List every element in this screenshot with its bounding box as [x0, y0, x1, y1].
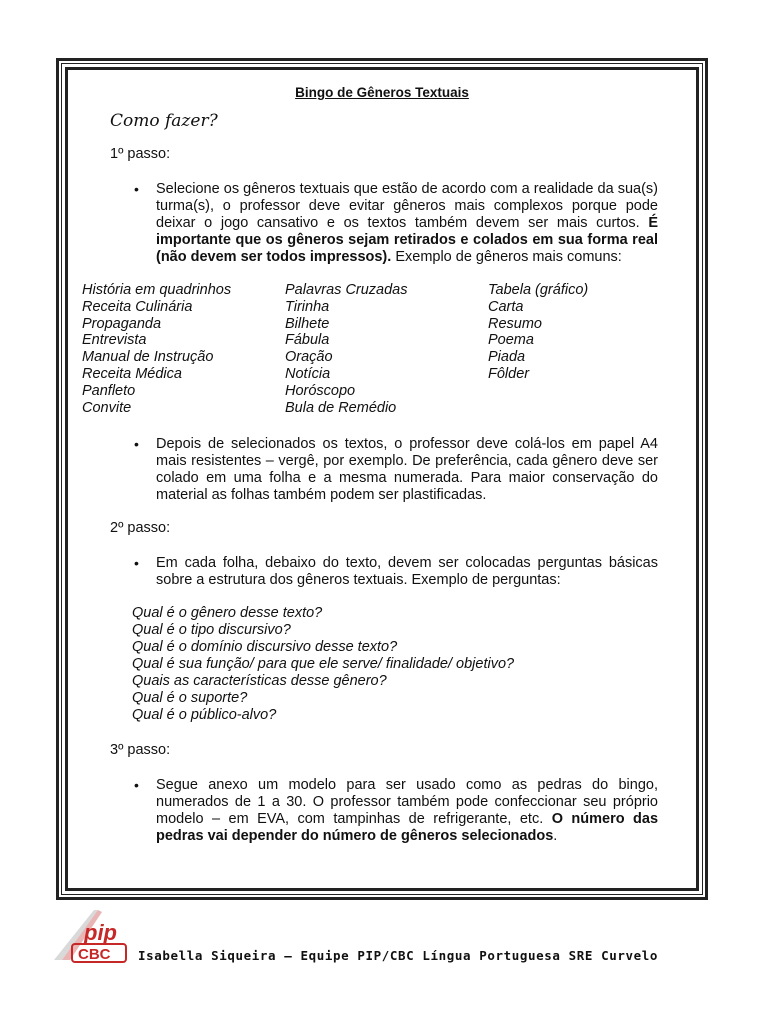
question-item: Qual é sua função/ para que ele serve/ finalidade/ objetivo?: [132, 656, 515, 673]
step-3-label: 3º passo:: [110, 742, 171, 759]
genre-item: Entrevista: [82, 332, 147, 349]
pip-cbc-logo: [48, 906, 136, 968]
genre-item: Carta: [488, 298, 524, 315]
question-item: Qual é o gênero desse texto?: [132, 605, 323, 622]
step-1-bullet-1-emphasis: É importante que os gêneros sejam retirados e colados em sua forma real (não devem ser todos impressos).: [156, 215, 658, 265]
genre-item: Resumo: [488, 315, 542, 332]
step-3-bullet: [156, 777, 658, 845]
question-item: Qual é o tipo discursivo?: [132, 622, 291, 639]
genre-column-2: [285, 282, 488, 416]
genre-item: Oração: [285, 349, 333, 366]
genre-item: Receita Culinária: [82, 298, 193, 315]
genre-item: Fábula: [285, 332, 330, 349]
genre-item: Bula de Remédio: [285, 399, 397, 416]
footer-credit: Isabella Siqueira – Equipe PIP/CBC Língua Portuguesa SRE Curvelo: [138, 948, 659, 963]
genre-list: [82, 282, 682, 416]
genre-item: Tirinha: [285, 298, 330, 315]
step-2-label: 2º passo:: [110, 520, 171, 537]
step-3-bullet-end: .: [553, 828, 558, 845]
step-1-bullet-2: • Depois de selecionados os textos, o professor deve colá-los em papel A4 mais resistentes – vergê, por exemplo. De preferência, cada gênero deve ser colado em uma folha e a mesma numerada. Para maior conservação do material as folhas também podem ser plastificadas.: [156, 436, 658, 504]
step-1-bullet-1-tail: Exemplo de gêneros mais comuns:: [395, 249, 622, 265]
genre-item: Receita Médica: [82, 365, 182, 382]
genre-item: Poema: [488, 332, 534, 349]
genre-column-3: [488, 282, 682, 416]
step-1-label: 1º passo:: [110, 146, 171, 162]
section-heading: Como fazer?: [110, 111, 218, 131]
document-title: Bingo de Gêneros Textuais: [295, 85, 469, 100]
question-item: Qual é o domínio discursivo desse texto?: [132, 639, 398, 656]
step-2-bullet: • Em cada folha, debaixo do texto, devem ser colocadas perguntas básicas sobre a estrutura dos gêneros textuais. Exemplo de perguntas:: [156, 555, 658, 589]
step-1-bullet-1: [156, 181, 658, 266]
genre-item: Manual de Instrução: [82, 349, 214, 366]
logo-text-pip: pip: [84, 920, 117, 945]
genre-item: Piada: [488, 349, 526, 366]
logo-text-cbc: CBC: [78, 946, 111, 963]
question-item: Quais as características desse gênero?: [132, 673, 387, 690]
genre-item: Convite: [82, 399, 132, 416]
step-3-bullet-text: Segue anexo um modelo para ser usado como as pedras do bingo, numerados de 1 a 30. O professor também pode confeccionar seu próprio modelo – em EVA, com tampinhas de refrigerante, etc.: [156, 777, 658, 828]
genre-item: Bilhete: [285, 315, 330, 332]
step-3-bullet-emphasis: O número das pedras vai depender do número de gêneros selecionados: [156, 811, 659, 845]
genre-item: História em quadrinhos: [82, 282, 232, 298]
genre-item: Notícia: [285, 365, 331, 382]
document-body: [82, 84, 682, 861]
genre-item: Horóscopo: [285, 382, 356, 399]
question-item: Qual é o suporte?: [132, 690, 248, 707]
genre-column-1: [82, 282, 285, 416]
step-1-bullet-1-text: Selecione os gêneros textuais que estão de acordo com a realidade da sua(s) turma(s), o professor deve evitar gêneros mais complexos porque pode deixar o jogo cansativo e os textos também devem ser mais curtos.: [156, 181, 658, 231]
genre-item: Fôlder: [488, 365, 530, 382]
genre-item: Tabela (gráfico): [488, 282, 589, 298]
genre-item: Palavras Cruzadas: [285, 282, 408, 298]
question-item: Qual é o público-alvo?: [132, 707, 277, 724]
question-list: [132, 605, 682, 724]
genre-item: Panfleto: [82, 382, 136, 399]
genre-item: Propaganda: [82, 315, 162, 332]
